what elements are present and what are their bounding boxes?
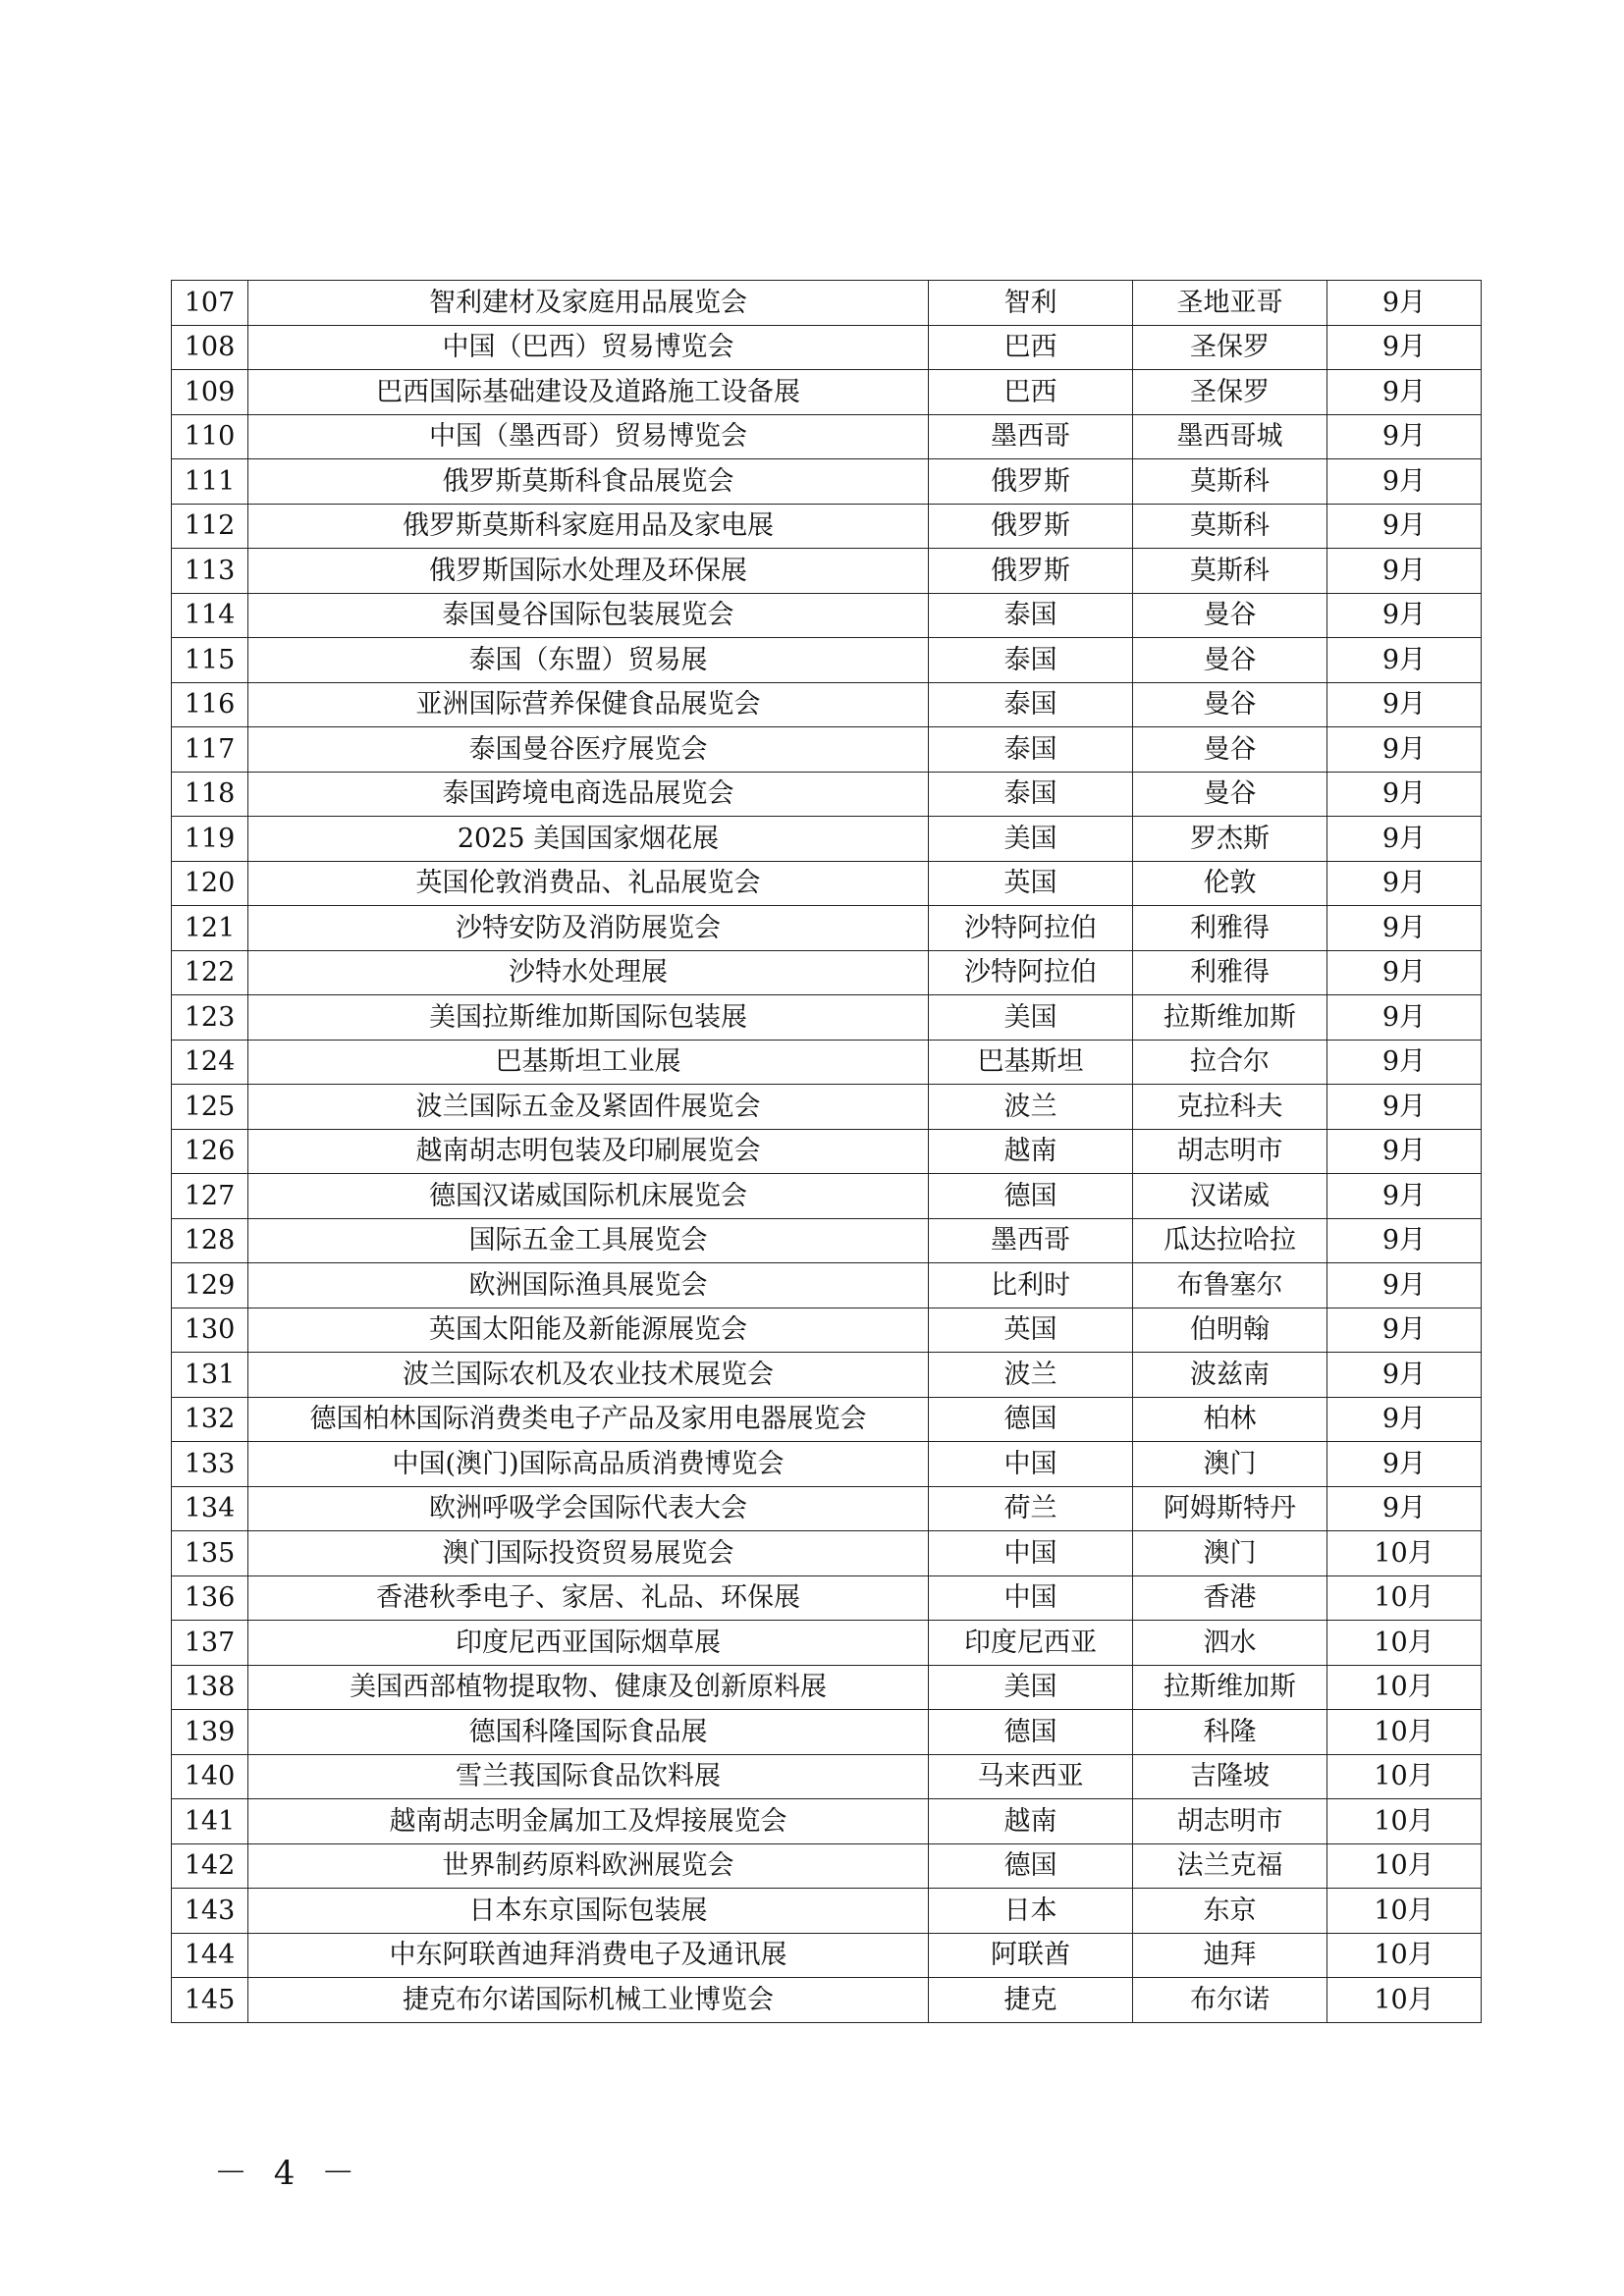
exhibition-name-cell: 泰国跨境电商选品展览会 <box>248 772 929 817</box>
country-cell: 沙特阿拉伯 <box>929 906 1133 951</box>
exhibition-name-cell: 香港秋季电子、家居、礼品、环保展 <box>248 1575 929 1621</box>
country-cell: 墨西哥 <box>929 1218 1133 1263</box>
row-number-cell: 117 <box>172 727 248 773</box>
country-cell: 巴西 <box>929 325 1133 370</box>
city-cell: 伯明翰 <box>1133 1308 1327 1353</box>
exhibition-name-cell: 亚洲国际营养保健食品展览会 <box>248 682 929 727</box>
exhibition-name-cell: 欧洲国际渔具展览会 <box>248 1263 929 1308</box>
row-number-cell: 123 <box>172 995 248 1041</box>
row-number-cell: 124 <box>172 1040 248 1085</box>
city-cell: 胡志明市 <box>1133 1129 1327 1174</box>
month-cell: 9月 <box>1327 1218 1482 1263</box>
row-number-cell: 141 <box>172 1799 248 1844</box>
exhibition-name-cell: 俄罗斯莫斯科食品展览会 <box>248 459 929 505</box>
table-row <box>172 1889 1482 1934</box>
row-number-cell: 143 <box>172 1889 248 1934</box>
table-row <box>172 549 1482 594</box>
month-cell: 9月 <box>1327 1263 1482 1308</box>
city-cell: 波兹南 <box>1133 1353 1327 1398</box>
table-row <box>172 995 1482 1041</box>
table-row <box>172 1486 1482 1531</box>
month-cell: 9月 <box>1327 1397 1482 1442</box>
table-row <box>172 325 1482 370</box>
table-row <box>172 1174 1482 1219</box>
row-number-cell: 145 <box>172 1978 248 2023</box>
table-row <box>172 1799 1482 1844</box>
table-row <box>172 906 1482 951</box>
row-number-cell: 128 <box>172 1218 248 1263</box>
exhibition-name-cell: 印度尼西亚国际烟草展 <box>248 1621 929 1666</box>
city-cell: 墨西哥城 <box>1133 414 1327 459</box>
country-cell: 泰国 <box>929 772 1133 817</box>
month-cell: 9月 <box>1327 1129 1482 1174</box>
row-number-cell: 112 <box>172 504 248 549</box>
exhibition-name-cell: 美国西部植物提取物、健康及创新原料展 <box>248 1665 929 1710</box>
row-number-cell: 108 <box>172 325 248 370</box>
country-cell: 荷兰 <box>929 1486 1133 1531</box>
row-number-cell: 138 <box>172 1665 248 1710</box>
month-cell: 9月 <box>1327 638 1482 683</box>
city-cell: 瓜达拉哈拉 <box>1133 1218 1327 1263</box>
country-cell: 美国 <box>929 995 1133 1041</box>
table-row <box>172 1353 1482 1398</box>
country-cell: 阿联酋 <box>929 1933 1133 1978</box>
exhibition-name-cell: 巴基斯坦工业展 <box>248 1040 929 1085</box>
row-number-cell: 132 <box>172 1397 248 1442</box>
table-row <box>172 459 1482 505</box>
country-cell: 德国 <box>929 1174 1133 1219</box>
city-cell: 曼谷 <box>1133 593 1327 638</box>
exhibition-name-cell: 德国科隆国际食品展 <box>248 1710 929 1755</box>
exhibition-name-cell: 雪兰莪国际食品饮料展 <box>248 1754 929 1799</box>
month-cell: 9月 <box>1327 1308 1482 1353</box>
exhibition-name-cell: 波兰国际五金及紧固件展览会 <box>248 1085 929 1130</box>
month-cell: 10月 <box>1327 1754 1482 1799</box>
month-cell: 9月 <box>1327 414 1482 459</box>
row-number-cell: 113 <box>172 549 248 594</box>
row-number-cell: 144 <box>172 1933 248 1978</box>
country-cell: 俄罗斯 <box>929 459 1133 505</box>
row-number-cell: 131 <box>172 1353 248 1398</box>
row-number-cell: 135 <box>172 1531 248 1576</box>
month-cell: 9月 <box>1327 772 1482 817</box>
month-cell: 9月 <box>1327 370 1482 415</box>
row-number-cell: 122 <box>172 950 248 995</box>
exhibition-name-cell: 越南胡志明包装及印刷展览会 <box>248 1129 929 1174</box>
table-row <box>172 1978 1482 2023</box>
month-cell: 10月 <box>1327 1710 1482 1755</box>
table-row <box>172 593 1482 638</box>
city-cell: 利雅得 <box>1133 906 1327 951</box>
table-row <box>172 1085 1482 1130</box>
city-cell: 汉诺威 <box>1133 1174 1327 1219</box>
city-cell: 布尔诺 <box>1133 1978 1327 2023</box>
city-cell: 拉合尔 <box>1133 1040 1327 1085</box>
country-cell: 沙特阿拉伯 <box>929 950 1133 995</box>
country-cell: 中国 <box>929 1575 1133 1621</box>
exhibition-name-cell: 中国（巴西）贸易博览会 <box>248 325 929 370</box>
exhibition-name-cell: 捷克布尔诺国际机械工业博览会 <box>248 1978 929 2023</box>
exhibition-table-body <box>172 281 1482 2023</box>
city-cell: 东京 <box>1133 1889 1327 1934</box>
country-cell: 巴基斯坦 <box>929 1040 1133 1085</box>
table-row <box>172 1665 1482 1710</box>
month-cell: 9月 <box>1327 950 1482 995</box>
country-cell: 泰国 <box>929 727 1133 773</box>
table-row <box>172 950 1482 995</box>
row-number-cell: 139 <box>172 1710 248 1755</box>
country-cell: 德国 <box>929 1843 1133 1889</box>
country-cell: 德国 <box>929 1710 1133 1755</box>
row-number-cell: 121 <box>172 906 248 951</box>
month-cell: 9月 <box>1327 1085 1482 1130</box>
exhibition-name-cell: 英国伦敦消费品、礼品展览会 <box>248 861 929 906</box>
exhibition-name-cell: 欧洲呼吸学会国际代表大会 <box>248 1486 929 1531</box>
month-cell: 9月 <box>1327 727 1482 773</box>
table-row <box>172 772 1482 817</box>
exhibition-name-cell: 美国拉斯维加斯国际包装展 <box>248 995 929 1041</box>
row-number-cell: 137 <box>172 1621 248 1666</box>
row-number-cell: 114 <box>172 593 248 638</box>
country-cell: 中国 <box>929 1442 1133 1487</box>
city-cell: 迪拜 <box>1133 1933 1327 1978</box>
month-cell: 10月 <box>1327 1843 1482 1889</box>
row-number-cell: 126 <box>172 1129 248 1174</box>
month-cell: 9月 <box>1327 1442 1482 1487</box>
city-cell: 澳门 <box>1133 1442 1327 1487</box>
table-row <box>172 281 1482 326</box>
city-cell: 克拉科夫 <box>1133 1085 1327 1130</box>
table-row <box>172 861 1482 906</box>
row-number-cell: 140 <box>172 1754 248 1799</box>
exhibition-name-cell: 智利建材及家庭用品展览会 <box>248 281 929 326</box>
country-cell: 泰国 <box>929 638 1133 683</box>
country-cell: 比利时 <box>929 1263 1133 1308</box>
table-row <box>172 414 1482 459</box>
country-cell: 墨西哥 <box>929 414 1133 459</box>
country-cell: 波兰 <box>929 1085 1133 1130</box>
city-cell: 圣地亚哥 <box>1133 281 1327 326</box>
row-number-cell: 111 <box>172 459 248 505</box>
city-cell: 胡志明市 <box>1133 1799 1327 1844</box>
row-number-cell: 133 <box>172 1442 248 1487</box>
exhibition-name-cell: 世界制药原料欧洲展览会 <box>248 1843 929 1889</box>
city-cell: 泗水 <box>1133 1621 1327 1666</box>
city-cell: 吉隆坡 <box>1133 1754 1327 1799</box>
row-number-cell: 130 <box>172 1308 248 1353</box>
row-number-cell: 125 <box>172 1085 248 1130</box>
country-cell: 英国 <box>929 861 1133 906</box>
month-cell: 9月 <box>1327 995 1482 1041</box>
exhibition-name-cell: 国际五金工具展览会 <box>248 1218 929 1263</box>
country-cell: 美国 <box>929 817 1133 862</box>
table-row <box>172 1308 1482 1353</box>
city-cell: 曼谷 <box>1133 638 1327 683</box>
table-row <box>172 1843 1482 1889</box>
country-cell: 美国 <box>929 1665 1133 1710</box>
row-number-cell: 127 <box>172 1174 248 1219</box>
month-cell: 9月 <box>1327 906 1482 951</box>
table-row <box>172 1397 1482 1442</box>
exhibition-name-cell: 沙特水处理展 <box>248 950 929 995</box>
row-number-cell: 115 <box>172 638 248 683</box>
city-cell: 伦敦 <box>1133 861 1327 906</box>
month-cell: 10月 <box>1327 1889 1482 1934</box>
city-cell: 莫斯科 <box>1133 504 1327 549</box>
city-cell: 罗杰斯 <box>1133 817 1327 862</box>
city-cell: 柏林 <box>1133 1397 1327 1442</box>
page-number: － 4 － <box>214 2154 363 2193</box>
exhibition-name-cell: 日本东京国际包装展 <box>248 1889 929 1934</box>
city-cell: 阿姆斯特丹 <box>1133 1486 1327 1531</box>
exhibition-name-cell: 俄罗斯国际水处理及环保展 <box>248 549 929 594</box>
table-row <box>172 638 1482 683</box>
table-row <box>172 1575 1482 1621</box>
exhibition-name-cell: 德国柏林国际消费类电子产品及家用电器展览会 <box>248 1397 929 1442</box>
exhibition-name-cell: 沙特安防及消防展览会 <box>248 906 929 951</box>
table-row <box>172 1129 1482 1174</box>
city-cell: 科隆 <box>1133 1710 1327 1755</box>
city-cell: 利雅得 <box>1133 950 1327 995</box>
country-cell: 俄罗斯 <box>929 504 1133 549</box>
city-cell: 布鲁塞尔 <box>1133 1263 1327 1308</box>
exhibition-name-cell: 俄罗斯莫斯科家庭用品及家电展 <box>248 504 929 549</box>
city-cell: 圣保罗 <box>1133 370 1327 415</box>
month-cell: 10月 <box>1327 1531 1482 1576</box>
month-cell: 9月 <box>1327 593 1482 638</box>
table-row <box>172 1710 1482 1755</box>
exhibition-name-cell: 英国太阳能及新能源展览会 <box>248 1308 929 1353</box>
country-cell: 巴西 <box>929 370 1133 415</box>
month-cell: 9月 <box>1327 861 1482 906</box>
row-number-cell: 107 <box>172 281 248 326</box>
city-cell: 香港 <box>1133 1575 1327 1621</box>
exhibition-table <box>171 280 1482 2023</box>
exhibition-name-cell: 波兰国际农机及农业技术展览会 <box>248 1353 929 1398</box>
month-cell: 9月 <box>1327 325 1482 370</box>
month-cell: 9月 <box>1327 1486 1482 1531</box>
country-cell: 智利 <box>929 281 1133 326</box>
city-cell: 拉斯维加斯 <box>1133 1665 1327 1710</box>
table-row <box>172 1531 1482 1576</box>
city-cell: 莫斯科 <box>1133 459 1327 505</box>
row-number-cell: 116 <box>172 682 248 727</box>
country-cell: 马来西亚 <box>929 1754 1133 1799</box>
row-number-cell: 120 <box>172 861 248 906</box>
row-number-cell: 134 <box>172 1486 248 1531</box>
country-cell: 越南 <box>929 1129 1133 1174</box>
city-cell: 曼谷 <box>1133 682 1327 727</box>
city-cell: 拉斯维加斯 <box>1133 995 1327 1041</box>
month-cell: 10月 <box>1327 1575 1482 1621</box>
table-row <box>172 1754 1482 1799</box>
month-cell: 9月 <box>1327 281 1482 326</box>
exhibition-name-cell: 泰国（东盟）贸易展 <box>248 638 929 683</box>
month-cell: 10月 <box>1327 1621 1482 1666</box>
row-number-cell: 119 <box>172 817 248 862</box>
month-cell: 9月 <box>1327 504 1482 549</box>
table-row <box>172 1263 1482 1308</box>
table-row <box>172 682 1482 727</box>
month-cell: 10月 <box>1327 1665 1482 1710</box>
month-cell: 9月 <box>1327 459 1482 505</box>
exhibition-name-cell: 澳门国际投资贸易展览会 <box>248 1531 929 1576</box>
country-cell: 印度尼西亚 <box>929 1621 1133 1666</box>
country-cell: 泰国 <box>929 682 1133 727</box>
table-row <box>172 1621 1482 1666</box>
row-number-cell: 109 <box>172 370 248 415</box>
exhibition-name-cell: 德国汉诺威国际机床展览会 <box>248 1174 929 1219</box>
city-cell: 圣保罗 <box>1133 325 1327 370</box>
table-row <box>172 1933 1482 1978</box>
month-cell: 10月 <box>1327 1978 1482 2023</box>
month-cell: 9月 <box>1327 682 1482 727</box>
table-row <box>172 504 1482 549</box>
exhibition-name-cell: 泰国曼谷国际包装展览会 <box>248 593 929 638</box>
row-number-cell: 129 <box>172 1263 248 1308</box>
month-cell: 9月 <box>1327 817 1482 862</box>
exhibition-name-cell: 中国(澳门)国际高品质消费博览会 <box>248 1442 929 1487</box>
table-row <box>172 1040 1482 1085</box>
city-cell: 澳门 <box>1133 1531 1327 1576</box>
country-cell: 俄罗斯 <box>929 549 1133 594</box>
month-cell: 9月 <box>1327 549 1482 594</box>
city-cell: 曼谷 <box>1133 727 1327 773</box>
city-cell: 莫斯科 <box>1133 549 1327 594</box>
country-cell: 日本 <box>929 1889 1133 1934</box>
table-row <box>172 1442 1482 1487</box>
city-cell: 法兰克福 <box>1133 1843 1327 1889</box>
exhibition-name-cell: 2025 美国国家烟花展 <box>248 817 929 862</box>
country-cell: 泰国 <box>929 593 1133 638</box>
exhibition-name-cell: 中东阿联酋迪拜消费电子及通讯展 <box>248 1933 929 1978</box>
month-cell: 9月 <box>1327 1174 1482 1219</box>
row-number-cell: 110 <box>172 414 248 459</box>
country-cell: 捷克 <box>929 1978 1133 2023</box>
country-cell: 英国 <box>929 1308 1133 1353</box>
month-cell: 10月 <box>1327 1799 1482 1844</box>
country-cell: 德国 <box>929 1397 1133 1442</box>
exhibition-name-cell: 中国（墨西哥）贸易博览会 <box>248 414 929 459</box>
table-row <box>172 1218 1482 1263</box>
exhibition-name-cell: 泰国曼谷医疗展览会 <box>248 727 929 773</box>
country-cell: 越南 <box>929 1799 1133 1844</box>
month-cell: 9月 <box>1327 1353 1482 1398</box>
month-cell: 10月 <box>1327 1933 1482 1978</box>
table-row <box>172 370 1482 415</box>
row-number-cell: 118 <box>172 772 248 817</box>
exhibition-name-cell: 越南胡志明金属加工及焊接展览会 <box>248 1799 929 1844</box>
table-row <box>172 727 1482 773</box>
exhibition-name-cell: 巴西国际基础建设及道路施工设备展 <box>248 370 929 415</box>
country-cell: 波兰 <box>929 1353 1133 1398</box>
month-cell: 9月 <box>1327 1040 1482 1085</box>
row-number-cell: 136 <box>172 1575 248 1621</box>
city-cell: 曼谷 <box>1133 772 1327 817</box>
row-number-cell: 142 <box>172 1843 248 1889</box>
country-cell: 中国 <box>929 1531 1133 1576</box>
table-row <box>172 817 1482 862</box>
